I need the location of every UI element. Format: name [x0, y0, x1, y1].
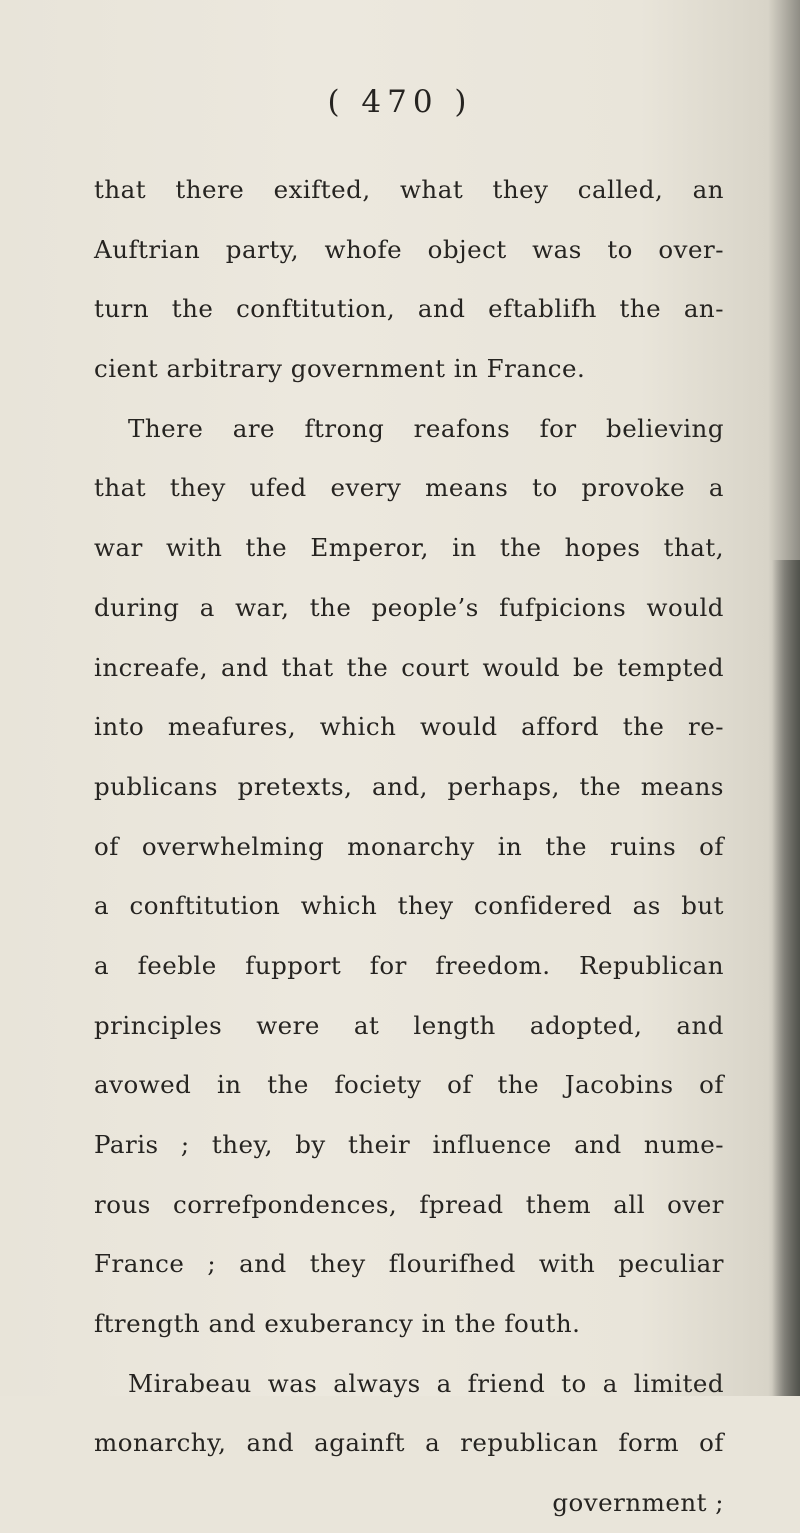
catchword: government ; [552, 1488, 724, 1518]
text-line: a feeble fupport for freedom. Republican [94, 950, 724, 980]
text-line: during a war, the people’s fufpicions would [94, 592, 724, 622]
text-line: war with the Emperor, in the hopes that, [94, 533, 724, 563]
text-line: into meafures, which would afford the re- [94, 712, 724, 742]
text-line: that there exifted, what they called, an [94, 175, 724, 204]
text-line: principles were at length adopted, and [94, 1010, 724, 1040]
text-line: There are ftrong reafons for believing [128, 413, 724, 443]
text-line: cient arbitrary government in France. [94, 354, 586, 384]
text-line: increafe, and that the court would be tempted [94, 652, 724, 682]
text-line: avowed in the fociety of the Jacobins of [94, 1070, 724, 1100]
text-line: ftrength and exuberancy in the fouth. [94, 1309, 581, 1339]
page-edge-shadow [772, 560, 800, 1396]
text-line: publicans pretexts, and, perhaps, the means [94, 771, 724, 801]
text-line: France ; and they flourifhed with peculiar [94, 1249, 724, 1279]
text-line: that they ufed every means to provoke a [94, 473, 724, 503]
text-line: Auftrian party, whofe object was to over- [94, 234, 724, 264]
text-line: Paris ; they, by their influence and nume- [94, 1130, 724, 1159]
text-line: turn the conftitution, and eftablifh the an- [94, 294, 724, 324]
text-line: a conftitution which they confidered as but [94, 891, 724, 921]
page-number: ( 470 ) [327, 84, 473, 120]
text-line: of overwhelming monarchy in the ruins of [94, 831, 724, 861]
text-line: rous correfpondences, fpread them all over [94, 1189, 724, 1219]
body-text [94, 160, 724, 1533]
text-line: Mirabeau was always a friend to a limited [128, 1368, 724, 1398]
text-line: monarchy, and againft a republican form of [94, 1428, 724, 1458]
